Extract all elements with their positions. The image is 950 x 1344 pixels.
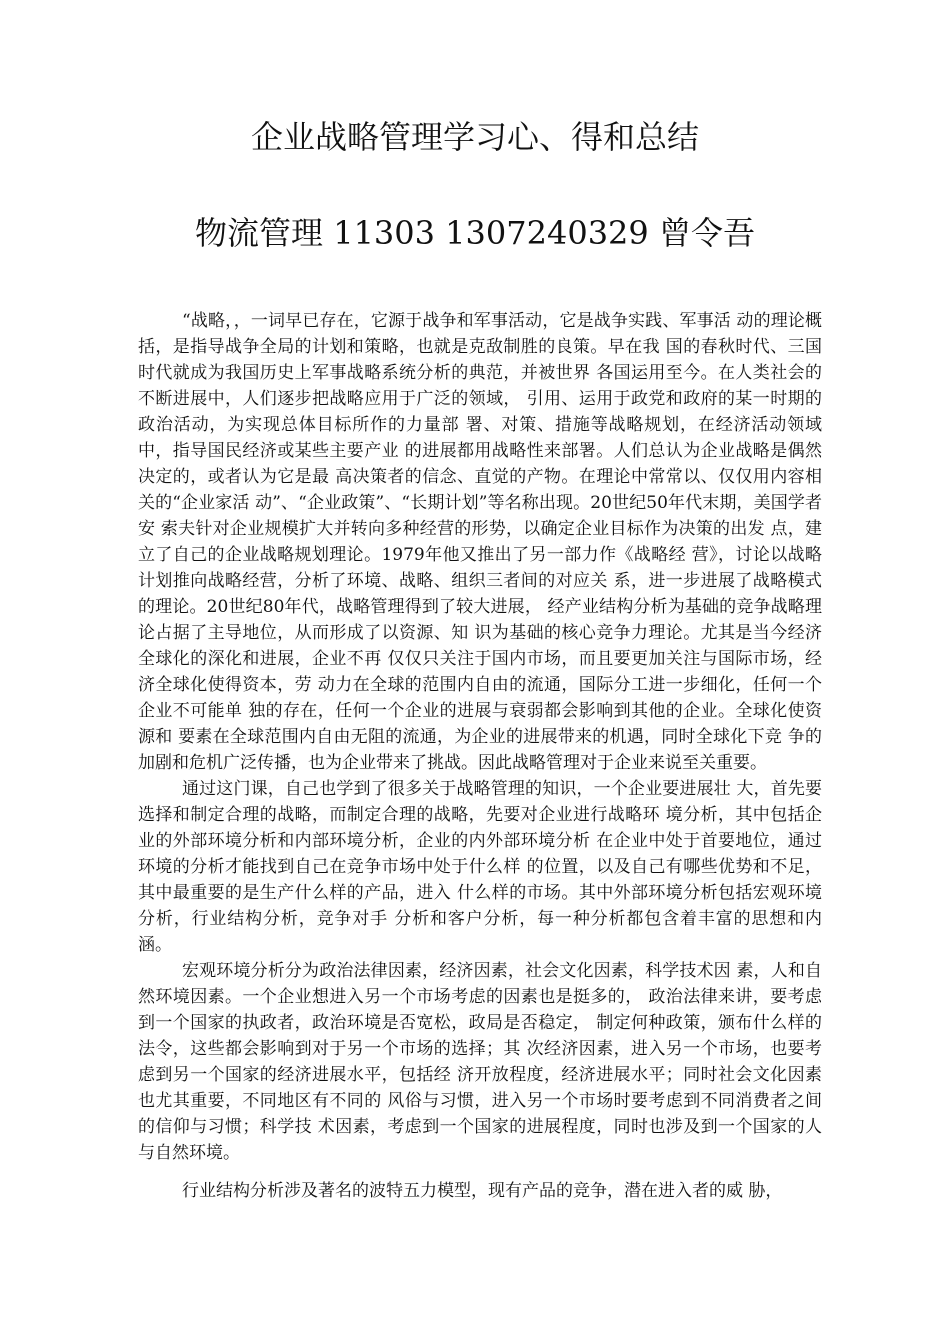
document-title: 企业战略管理学习心、得和总结: [250, 118, 699, 156]
paragraph-strategy-origin: “战略，，一词早已存在，它源于战争和军事活动，它是战争实践、军事活 动的理论概括，是指导战争全局的计划和策略，也就是克敌制胜的良策。早在我 国的春秋时代、三国时代就成为我国历史上军事战略系统分析的典范，并被世界 各国运用至今。在人类社会的不断进展中，人们逐步把战略应用于广泛的领域， 引用、运用于政党和政府的某一时期的政治活动，为实现总体目标所作的力量部 署、对策、措施等战略规划，在经济活动领域中，指导国民经济或某些主要产业 的进展都用战略性来部署。人们总认为企业战略是偶然决定的，或者认为它是最 高决策者的信念、直觉的产物。在理论中常常以、仅仅用内容相关的“企业家活 动”、“企业政策”、“长期计划”等名称出现。20世纪50年代末期，美国学者安 索夫针对企业规模扩大并转向多种经营的形势，以确定企业目标作为决策的出发 点，建立了自己的企业战略规划理论。1979年他又推出了另一部力作《战略经 营》，讨论以战略计划推向战略经营，分析了环境、战略、组织三者间的对应关 系，进一步进展了战略模式的理论。20世纪80年代，战略管理得到了较大进展， 经产业结构分析为基础的竞争战略理论占据了主导地位，从而形成了以资源、知 识为基础的核心竞争力理论。尤其是当今经济全球化的深化和进展，企业不再 仅仅只关注于国内市场，而且要更加关注与国际市场，经济全球化使得资本，劳 动力在全球的范围内自由的流通，国际分工进一步细化，任何一个企业不可能单 独的存在，任何一个企业的进展与衰弱都会影响到其他的企业。全球化使资源和 要素在全球范围内自由无阻的流通，为企业的进展带来的机遇，同时全球化下竞 争的加剧和危机广泛传播，也为企业带来了挑战。因此战略管理对于企业来说至关重要。: [138, 311, 822, 773]
paragraph-course-learning: 通过这门课，自己也学到了很多关于战略管理的知识，一个企业要进展壮 大，首先要选择和制定合理的战略，而制定合理的战略，先要对企业进行战略环 境分析，其中包括企业的外部环境分析和内部环境分析，企业的内外部环境分析 在企业中处于首要地位，通过环境的分析才能找到自己在竞争市场中处于什么样 的位置，以及自己有哪些优势和不足，其中最重要的是生产什么样的产品，进入 什么样的市场。其中外部环境分析包括宏观环境分析，行业结构分析，竞争对手 分析和客户分析，每一种分析都包含着丰富的思想和内涵。: [138, 779, 822, 955]
paragraph-industry-structure: 行业结构分析涉及著名的波特五力模型，现有产品的竞争，潜在进入者的威 胁，: [182, 1181, 783, 1201]
paragraph-macro-environment: 宏观环境分析分为政治法律因素，经济因素，社会文化因素，科学技术因 素，人和自然环境因素。一个企业想进入另一个市场考虑的因素也是挺多的， 政治法律来讲，要考虑到一个国家的执政者，政治环境是否宽松，政局是否稳定， 制定何种政策，颁布什么样的法令，这些都会影响到对于另一个市场的选择；其 次经济因素，进入另一个市场，也要考虑到另一个国家的经济进展水平，包括经 济开放程度，经济进展水平；同时社会文化因素也尤其重要，不同地区有不同的 风俗与习惯，进入另一个市场时要考虑到不同消费者之间的信仰与习惯；科学技 术因素，考虑到一个国家的进展程度，同时也涉及到一个国家的人与自然环境。: [138, 961, 822, 1163]
document-subtitle: 物流管理 11303 1307240329 曾令吾: [195, 214, 755, 252]
document-body: [138, 308, 822, 1204]
